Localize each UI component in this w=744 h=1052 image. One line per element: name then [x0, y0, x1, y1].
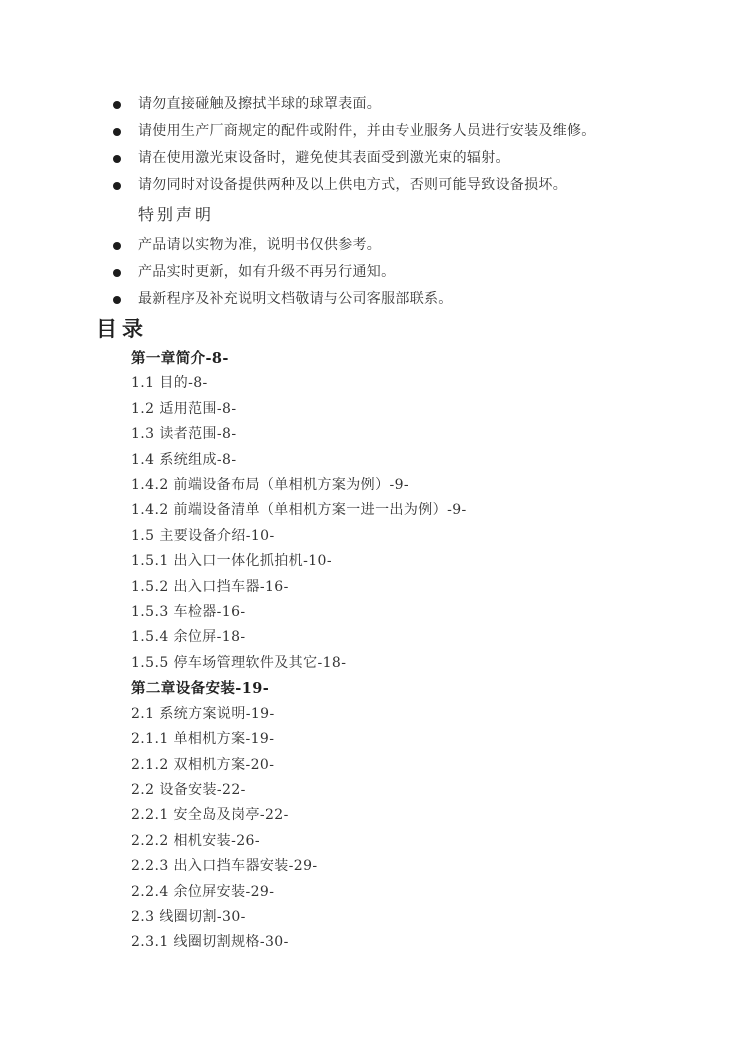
toc-entry[interactable]: 2.1.1 单相机方案-19-: [131, 731, 275, 748]
safety-note-text: 请使用生产厂商规定的配件或附件，并由专业服务人员进行安装及维修。: [138, 123, 596, 139]
statement-item: [0, 232, 744, 259]
safety-note-item: [0, 145, 744, 172]
bullet-icon: [113, 128, 121, 136]
toc-entry[interactable]: 2.1 系统方案说明-19-: [131, 705, 275, 722]
statement-text: 产品请以实物为准，说明书仅供参考。: [138, 237, 382, 253]
toc-heading: 目录: [96, 316, 148, 341]
safety-note-item: [0, 118, 744, 145]
safety-note-text: 请勿直接碰触及擦拭半球的球罩表面。: [138, 96, 382, 112]
toc-entry[interactable]: 1.4.2 前端设备布局（单相机方案为例）-9-: [131, 477, 410, 494]
toc-entry[interactable]: 2.3 线圈切割-30-: [131, 908, 246, 925]
toc-entry[interactable]: 第一章简介-8-: [131, 350, 229, 367]
toc-list: [0, 346, 744, 956]
toc-entry[interactable]: 1.5.3 车检器-16-: [131, 604, 246, 621]
special-statement-heading: 特别声明: [138, 205, 215, 224]
safety-note-item: [0, 172, 744, 199]
safety-notes-list: [0, 91, 744, 199]
toc-entry[interactable]: 1.4 系统组成-8-: [131, 451, 237, 468]
toc-entry[interactable]: 1.5 主要设备介绍-10-: [131, 527, 275, 544]
toc-entry[interactable]: 2.2.4 余位屏安装-29-: [131, 883, 275, 900]
toc-entry[interactable]: 2.2.1 安全岛及岗亭-22-: [131, 807, 289, 824]
safety-note-item: [0, 91, 744, 118]
bullet-icon: [113, 155, 121, 163]
statement-text: 最新程序及补充说明文档敬请与公司客服部联系。: [138, 291, 453, 307]
bullet-icon: [113, 242, 121, 250]
statement-item: [0, 259, 744, 286]
bullet-icon: [113, 296, 121, 304]
toc-entry[interactable]: 1.5.5 停车场管理软件及其它-18-: [131, 654, 347, 671]
toc-entry[interactable]: 1.2 适用范围-8-: [131, 400, 237, 417]
toc-entry[interactable]: 1.5.4 余位屏-18-: [131, 629, 246, 646]
toc-entry[interactable]: 1.3 读者范围-8-: [131, 426, 237, 443]
toc-entry[interactable]: 2.2 设备安装-22-: [131, 781, 246, 798]
toc-entry[interactable]: 1.1 目的-8-: [131, 375, 208, 392]
bullet-icon: [113, 269, 121, 277]
statement-text: 产品实时更新，如有升级不再另行通知。: [138, 264, 396, 280]
safety-note-text: 请在使用激光束设备时，避免使其表面受到激光束的辐射。: [138, 150, 510, 166]
toc-entry[interactable]: 2.3.1 线圈切割规格-30-: [131, 934, 289, 951]
special-statement-list: [0, 232, 744, 313]
toc-entry[interactable]: 2.2.2 相机安装-26-: [131, 832, 260, 849]
statement-item: [0, 286, 744, 313]
toc-entry[interactable]: 1.5.1 出入口一体化抓拍机-10-: [131, 553, 332, 570]
bullet-icon: [113, 101, 121, 109]
toc-entry[interactable]: 2.1.2 双相机方案-20-: [131, 756, 275, 773]
toc-entry[interactable]: 1.4.2 前端设备清单（单相机方案一进一出为例）-9-: [131, 502, 467, 519]
bullet-icon: [113, 182, 121, 190]
toc-entry[interactable]: 第二章设备安装-19-: [131, 680, 270, 698]
toc-entry[interactable]: 2.2.3 出入口挡车器安装-29-: [131, 858, 318, 875]
safety-note-text: 请勿同时对设备提供两种及以上供电方式，否则可能导致设备损坏。: [138, 177, 567, 193]
toc-entry[interactable]: 1.5.2 出入口挡车器-16-: [131, 578, 289, 595]
